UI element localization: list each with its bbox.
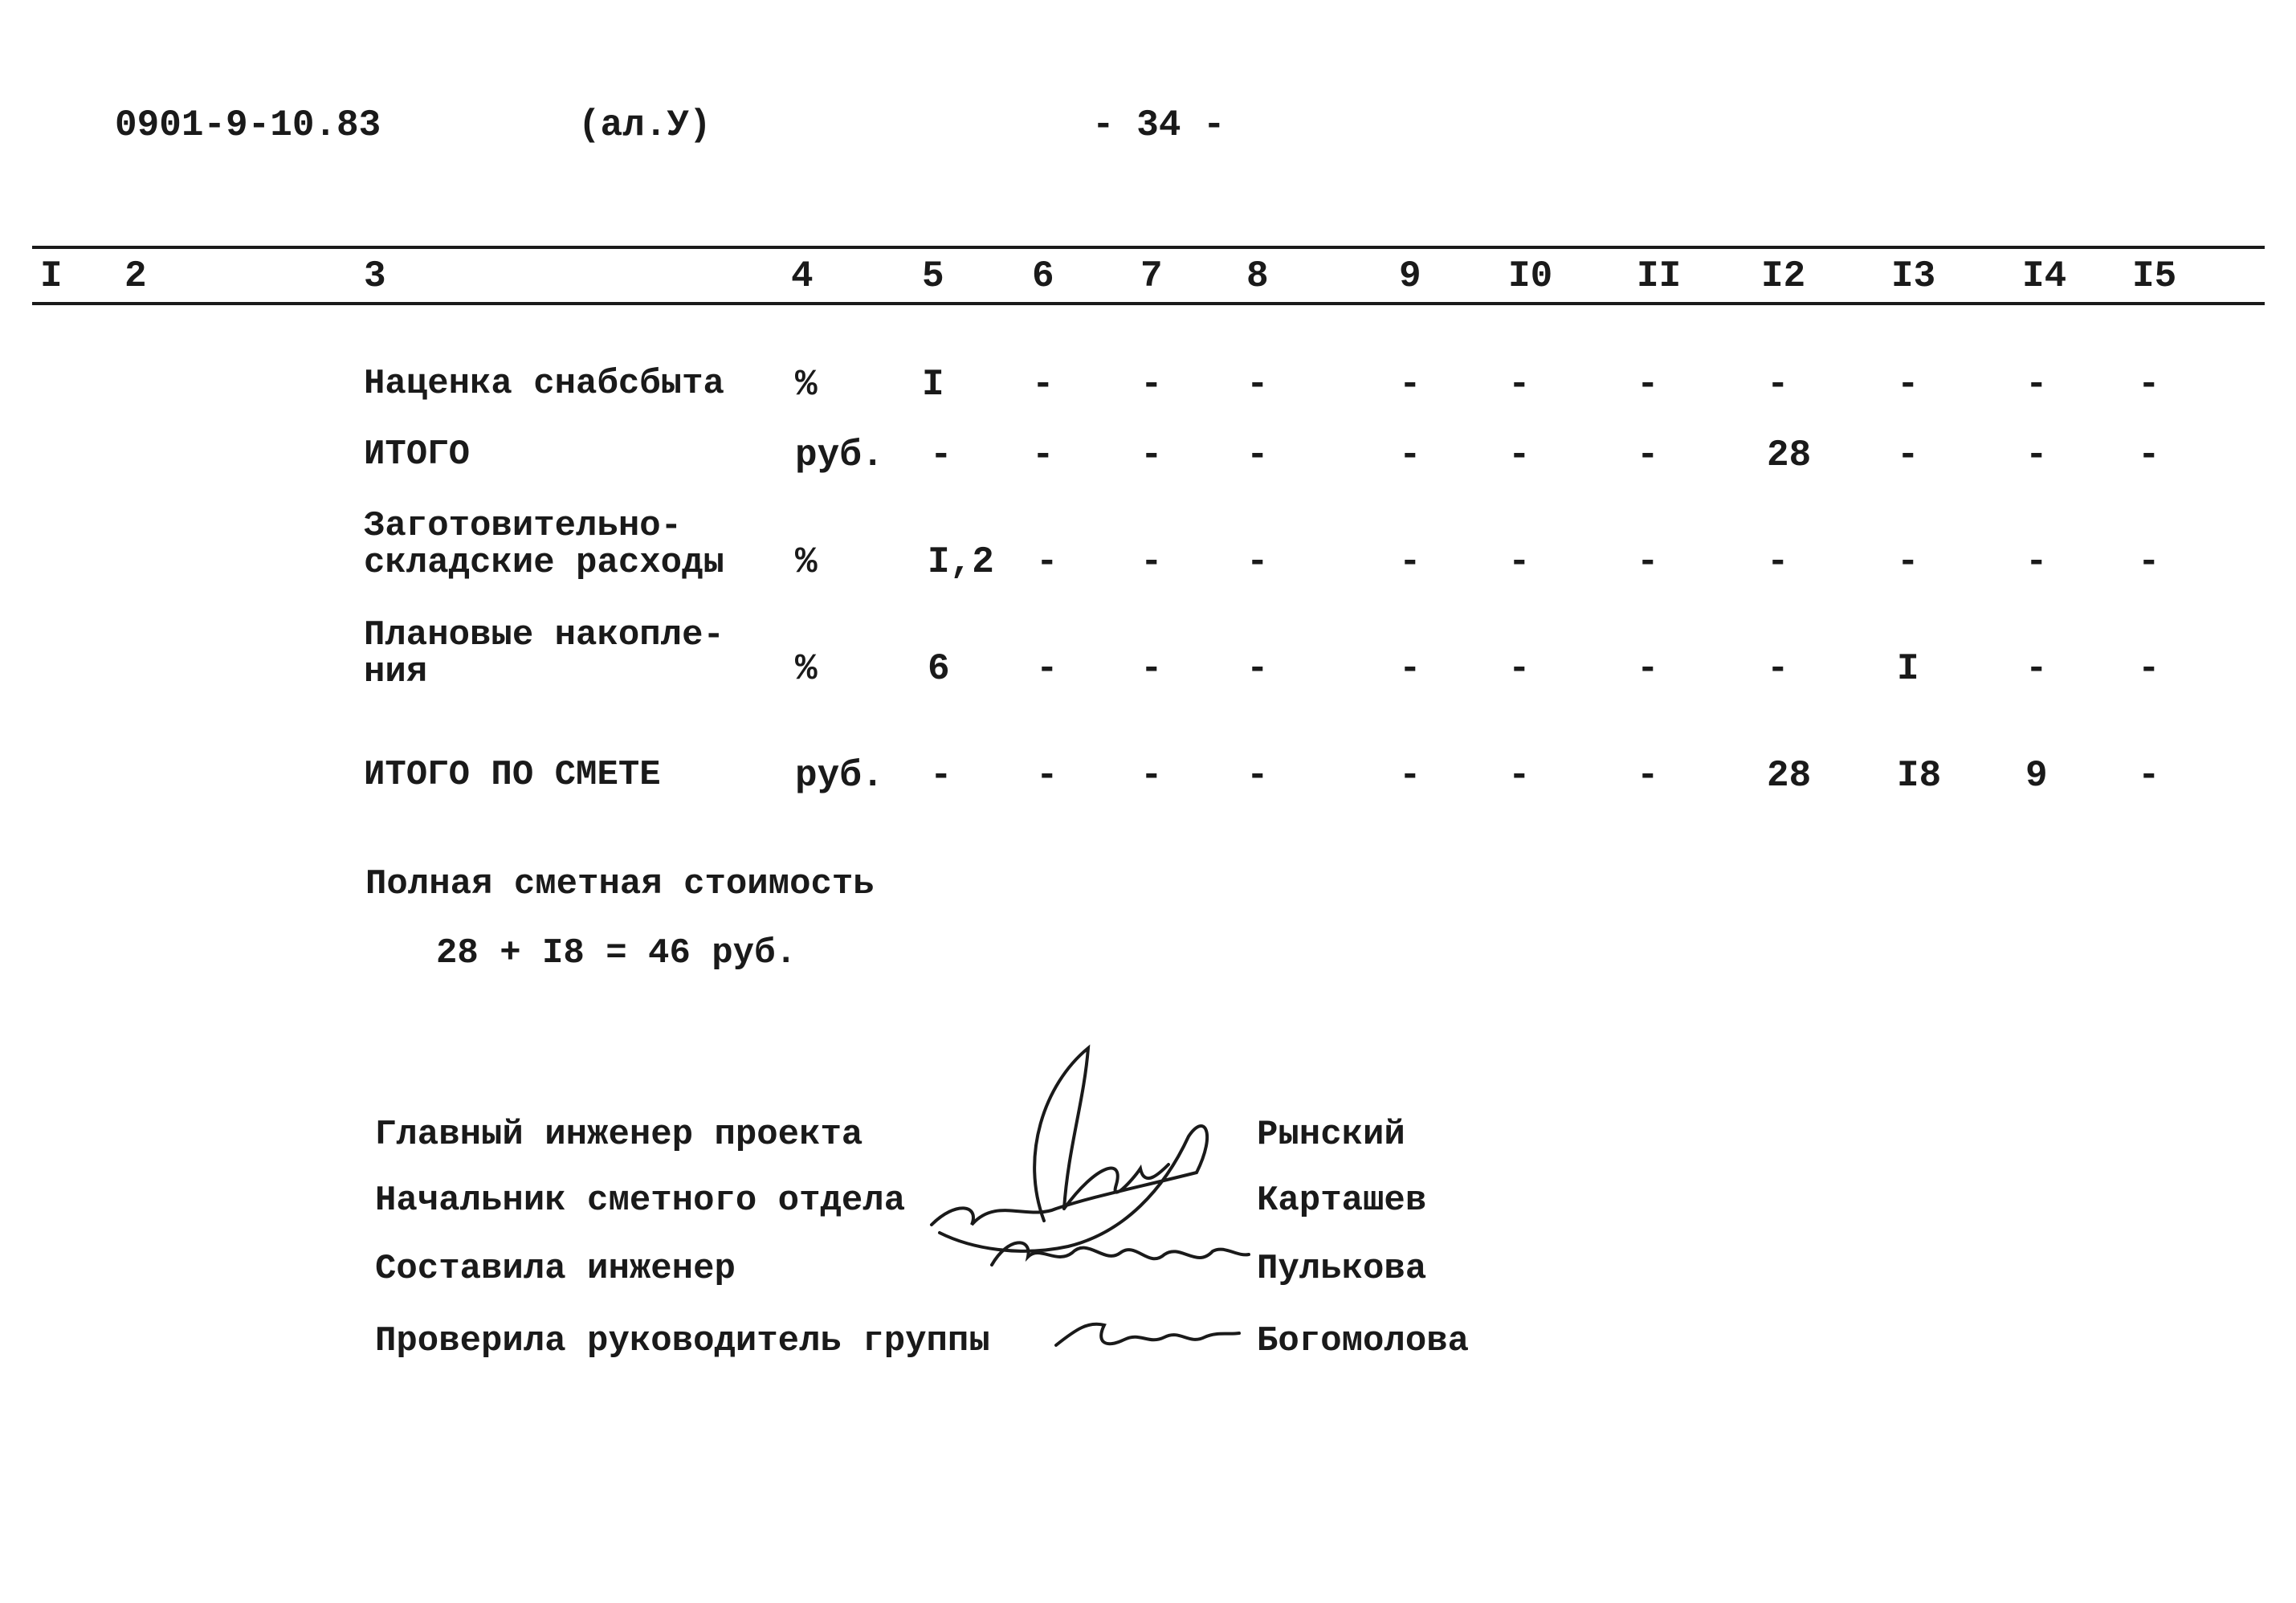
table-cell: - bbox=[1508, 434, 1531, 476]
document-code: 0901-9-10.83 bbox=[115, 104, 381, 146]
column-number: 8 bbox=[1246, 255, 1269, 297]
table-cell: 28 bbox=[1767, 755, 1812, 797]
table-cell: - bbox=[2025, 648, 2048, 690]
row-unit: руб. bbox=[795, 755, 884, 797]
table-cell: - bbox=[1399, 434, 1421, 476]
table-cell: - bbox=[1140, 648, 1163, 690]
table-cell: - bbox=[1508, 755, 1531, 797]
table-cell: - bbox=[2138, 755, 2160, 797]
table-cell: 6 bbox=[928, 648, 950, 690]
table-cell: - bbox=[1246, 755, 1269, 797]
row-label: Плановые накопле- ния bbox=[364, 615, 724, 692]
column-number: I2 bbox=[1761, 255, 1806, 297]
row-unit: руб. bbox=[795, 434, 884, 476]
table-cell: - bbox=[1637, 364, 1659, 406]
column-number: 3 bbox=[364, 255, 386, 297]
summary-formula: 28 + I8 = 46 руб. bbox=[436, 933, 797, 973]
signature-role: Проверила руководитель группы bbox=[375, 1321, 990, 1361]
table-cell: - bbox=[1140, 755, 1163, 797]
table-cell: - bbox=[1032, 434, 1054, 476]
table-cell: I bbox=[1897, 648, 1919, 690]
row-label: ИТОГО bbox=[364, 434, 471, 475]
summary-title: Полная сметная стоимость bbox=[365, 864, 875, 904]
table-cell: - bbox=[1399, 755, 1421, 797]
column-number: II bbox=[1637, 255, 1682, 297]
signature-name: Рынский bbox=[1257, 1115, 1405, 1155]
table-cell: - bbox=[1036, 541, 1058, 583]
table-cell: - bbox=[1246, 541, 1269, 583]
handwritten-signature-compiler bbox=[984, 1221, 1261, 1293]
table-cell: - bbox=[2025, 364, 2048, 406]
table-cell: - bbox=[1246, 434, 1269, 476]
table-cell: - bbox=[2138, 434, 2160, 476]
column-number: 4 bbox=[791, 255, 814, 297]
signature-role: Начальник сметного отдела bbox=[375, 1181, 906, 1221]
table-cell: - bbox=[1897, 364, 1919, 406]
column-number: 2 bbox=[124, 255, 147, 297]
column-number: I bbox=[40, 255, 63, 297]
table-cell: - bbox=[2138, 364, 2160, 406]
row-label: ИТОГО ПО СМЕТЕ bbox=[364, 755, 661, 795]
table-cell: - bbox=[1508, 541, 1531, 583]
signature-name: Богомолова bbox=[1257, 1321, 1470, 1361]
row-unit: % bbox=[795, 648, 818, 690]
table-cell: - bbox=[1637, 648, 1659, 690]
table-cell: - bbox=[1897, 434, 1919, 476]
table-cell: I,2 bbox=[928, 541, 994, 583]
row-unit: % bbox=[795, 364, 818, 406]
table-cell: I bbox=[922, 364, 944, 406]
column-number: 9 bbox=[1399, 255, 1421, 297]
table-cell: 9 bbox=[2025, 755, 2048, 797]
column-number: 6 bbox=[1032, 255, 1054, 297]
table-cell: - bbox=[1508, 364, 1531, 406]
table-cell: - bbox=[1508, 648, 1531, 690]
column-number: I5 bbox=[2132, 255, 2177, 297]
table-cell: - bbox=[1032, 364, 1054, 406]
signature-role: Главный инженер проекта bbox=[375, 1115, 863, 1155]
table-cell: - bbox=[1036, 755, 1058, 797]
table-cell: - bbox=[1140, 541, 1163, 583]
table-cell: - bbox=[1246, 648, 1269, 690]
table-cell: - bbox=[1399, 541, 1421, 583]
table-cell: - bbox=[2025, 541, 2048, 583]
table-cell: I8 bbox=[1897, 755, 1942, 797]
table-cell: - bbox=[2138, 541, 2160, 583]
handwritten-signature-group-leader bbox=[1048, 1301, 1249, 1373]
table-cell: - bbox=[2138, 648, 2160, 690]
row-label: Наценка снабсбыта bbox=[364, 364, 724, 404]
table-cell: - bbox=[930, 434, 952, 476]
album-label: (ал.У) bbox=[578, 104, 712, 146]
table-cell: - bbox=[1767, 648, 1789, 690]
table-cell: - bbox=[1637, 755, 1659, 797]
table-cell: - bbox=[1036, 648, 1058, 690]
row-label: Заготовительно- складские расходы bbox=[364, 506, 724, 583]
header-bottom-rule bbox=[32, 302, 2265, 305]
header-top-rule bbox=[32, 246, 2265, 249]
column-number: I3 bbox=[1891, 255, 1936, 297]
column-number: 5 bbox=[922, 255, 944, 297]
table-cell: - bbox=[1140, 364, 1163, 406]
column-number: I4 bbox=[2022, 255, 2067, 297]
signature-role: Составила инженер bbox=[375, 1249, 736, 1289]
table-cell: 28 bbox=[1767, 434, 1812, 476]
table-cell: - bbox=[1246, 364, 1269, 406]
table-cell: - bbox=[1767, 541, 1789, 583]
table-cell: - bbox=[1637, 541, 1659, 583]
table-cell: - bbox=[930, 755, 952, 797]
table-cell: - bbox=[1399, 648, 1421, 690]
page-number: - 34 - bbox=[1092, 104, 1225, 146]
table-cell: - bbox=[1399, 364, 1421, 406]
column-number: I0 bbox=[1508, 255, 1553, 297]
table-cell: - bbox=[2025, 434, 2048, 476]
column-number: 7 bbox=[1140, 255, 1163, 297]
table-cell: - bbox=[1767, 364, 1789, 406]
signature-name: Пулькова bbox=[1257, 1249, 1427, 1289]
row-unit: % bbox=[795, 541, 818, 583]
signature-name: Карташев bbox=[1257, 1181, 1427, 1221]
table-cell: - bbox=[1897, 541, 1919, 583]
table-cell: - bbox=[1637, 434, 1659, 476]
table-cell: - bbox=[1140, 434, 1163, 476]
